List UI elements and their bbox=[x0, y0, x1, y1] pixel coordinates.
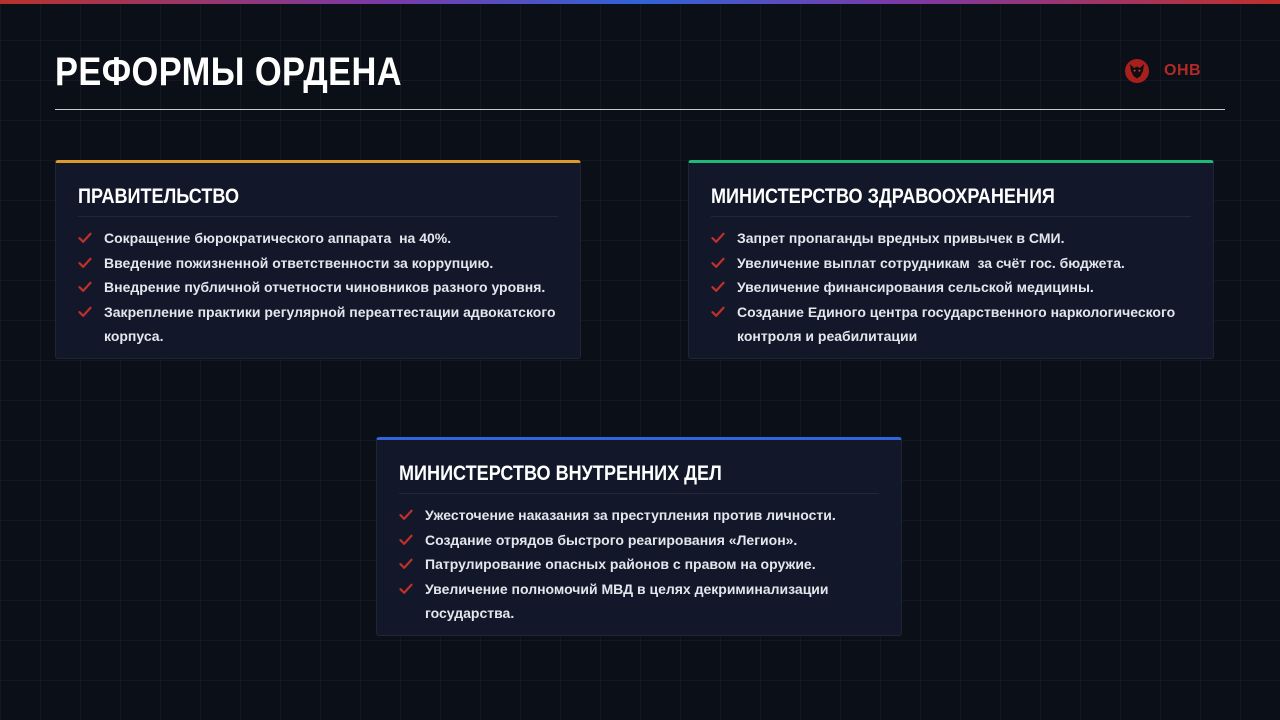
list-item bbox=[711, 300, 1191, 349]
checkmark-icon bbox=[399, 503, 425, 528]
list-item bbox=[78, 226, 558, 251]
reform-text: Внедрение публичной отчетности чиновников разного уровня. bbox=[104, 279, 546, 295]
government-card bbox=[55, 160, 581, 359]
checkmark-icon bbox=[78, 226, 104, 251]
list-item bbox=[399, 552, 879, 577]
reform-text: Запрет пропаганды вредных привычек в СМИ. bbox=[737, 230, 1065, 246]
interior-ministry-card bbox=[376, 437, 902, 636]
list-item bbox=[711, 275, 1191, 300]
brand bbox=[1124, 58, 1201, 84]
reform-text: Увеличение выплат сотрудникам за счёт гос. бюджета. bbox=[737, 254, 1125, 271]
reform-text: Патрулирование опасных районов с правом на оружие. bbox=[425, 556, 816, 572]
checkmark-icon bbox=[399, 528, 425, 553]
interior-ministry-card-title: МИНИСТЕРСТВО ВНУТРЕННИХ ДЕЛ bbox=[399, 462, 722, 485]
checkmark-icon bbox=[399, 577, 425, 602]
list-item bbox=[711, 226, 1191, 251]
reform-text: Создание Единого центра государственного наркологического контроля и реабилитации bbox=[737, 303, 1180, 344]
health-reform-list bbox=[711, 226, 1191, 349]
checkmark-icon bbox=[78, 275, 104, 300]
interior-reform-list bbox=[399, 503, 879, 626]
reform-text: Увеличение полномочий МВД в целях декриминализации государства. bbox=[425, 580, 833, 621]
card-divider bbox=[78, 216, 558, 217]
checkmark-icon bbox=[711, 251, 737, 276]
government-card-title: ПРАВИТЕЛЬСТВО bbox=[78, 185, 240, 208]
reform-text: Введение пожизненной ответственности за коррупцию. bbox=[104, 254, 494, 271]
checkmark-icon bbox=[711, 226, 737, 251]
government-reform-list bbox=[78, 226, 558, 349]
list-item bbox=[399, 528, 879, 553]
reform-text: Увеличение финансирования сельской медицины. bbox=[737, 279, 1094, 295]
list-item bbox=[711, 251, 1191, 276]
checkmark-icon bbox=[78, 300, 104, 325]
checkmark-icon bbox=[711, 275, 737, 300]
card-divider bbox=[711, 216, 1191, 217]
list-item bbox=[399, 503, 879, 528]
reform-text: Ужесточение наказания за преступления против личности. bbox=[425, 507, 836, 523]
reform-text: Закрепление практики регулярной переаттестации адвокатского корпуса. bbox=[104, 303, 560, 344]
checkmark-icon bbox=[399, 552, 425, 577]
page-title: РЕФОРМЫ ОРДЕНА bbox=[55, 50, 403, 94]
card-divider bbox=[399, 493, 879, 494]
checkmark-icon bbox=[78, 251, 104, 276]
list-item bbox=[399, 577, 879, 626]
reform-text: Создание отрядов быстрого реагирования «Легион». bbox=[425, 531, 798, 548]
reform-text: Сокращение бюрократического аппарата на 40%. bbox=[104, 230, 452, 246]
title-divider bbox=[55, 109, 1225, 110]
health-ministry-card bbox=[688, 160, 1214, 359]
list-item bbox=[78, 275, 558, 300]
list-item bbox=[78, 251, 558, 276]
health-ministry-card-title: МИНИСТЕРСТВО ЗДРАВООХРАНЕНИЯ bbox=[711, 185, 1055, 208]
top-accent-stripe bbox=[0, 0, 1280, 4]
wolf-emblem-icon bbox=[1124, 58, 1150, 84]
checkmark-icon bbox=[711, 300, 737, 325]
brand-label: ОНВ bbox=[1164, 62, 1202, 79]
list-item bbox=[78, 300, 558, 349]
